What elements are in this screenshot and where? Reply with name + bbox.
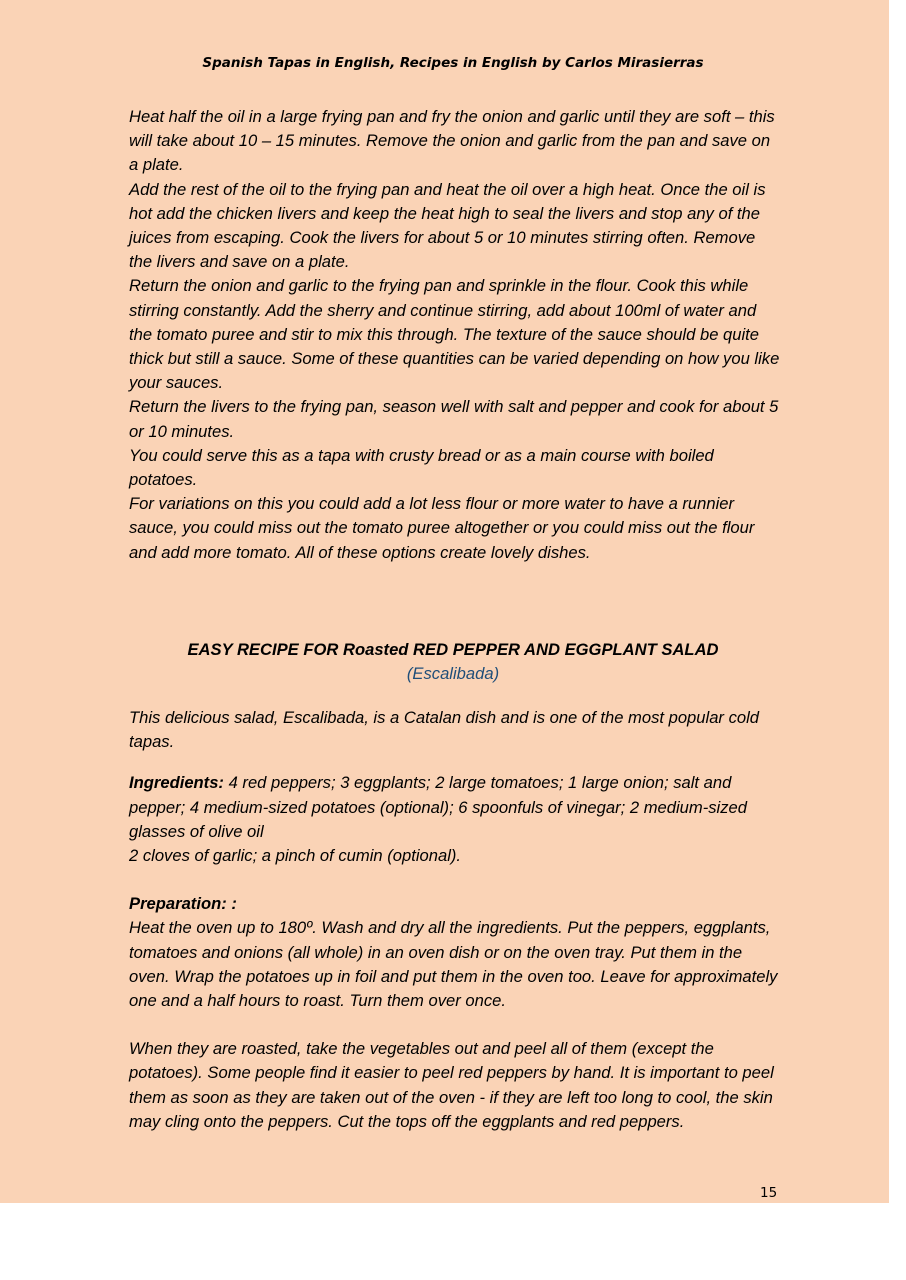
ingredients-paragraph [129, 771, 781, 844]
ingredients-text: 4 red peppers; 3 eggplants; 2 large tomatoes; 1 large onion; salt and pepper; 4 medium-sized potatoes (optional); 6 spoonfuls of vinegar; 2 medium-sized glasses of olive oil [129, 773, 747, 841]
recipe-title: EASY RECIPE FOR Roasted RED PEPPER AND EGGPLANT SALAD [187, 640, 719, 659]
ingredients-label: Ingredients: [129, 773, 224, 793]
method-paragraph: Add the rest of the oil to the frying pan and heat the oil over a high heat. Once the oil is hot add the chicken livers and keep the heat high to seal the livers and stop any of the juices from escaping. Cook the livers for about 5 or 10 minutes stirring often. Remove the livers and save on a plate. [129, 179, 766, 272]
method-paragraph: Heat half the oil in a large frying pan and fry the onion and garlic until they are soft – this will take about 10 – 15 minutes. Remove the onion and garlic from the pan and save on a plate. [129, 107, 775, 175]
recipe-intro: This delicious salad, Escalibada, is a Catalan dish and is one of the most popular cold tapas. [129, 708, 760, 752]
preparation-label: Preparation: : [129, 894, 237, 914]
recipe-subtitle: (Escalibada) [406, 664, 500, 683]
preparation-step: Heat the oven up to 180º. Wash and dry all the ingredients. Put the peppers, eggplants, tomatoes and onions (all whole) in an oven dish or on the oven tray. Put them in the oven. Wrap the potatoes up in foil and put them in the oven too. Leave for approximately one and a half hours to roast. Turn them over once. [129, 918, 778, 1011]
method-paragraph: You could serve this as a tapa with crusty bread or as a main course with boiled potatoes. [129, 445, 714, 490]
method-section [129, 105, 781, 565]
method-paragraph: For variations on this you could add a lot less flour or more water to have a runnier sauce, you could miss out the tomato puree altogether or you could miss out the flour and add more tomato. All of these options create lovely dishes. [129, 494, 755, 562]
page-header: Spanish Tapas in English, Recipes in English by Carlos Mirasierras [202, 55, 704, 71]
recipe-body [129, 706, 781, 1134]
ingredients-text-continued: 2 cloves of garlic; a pinch of cumin (optional). [129, 846, 462, 866]
preparation-step: When they are roasted, take the vegetables out and peel all of them (except the potatoes). Some people find it easier to peel red peppers by hand. It is important to peel them as soon as they are taken out of the oven - if they are left too long to cool, the skin may cling onto the peppers. Cut the tops off the eggplants and red peppers. [129, 1039, 774, 1131]
method-paragraph: Return the livers to the frying pan, season well with salt and pepper and cook for about 5 or 10 minutes. [129, 397, 779, 441]
method-paragraph: Return the onion and garlic to the frying pan and sprinkle in the flour. Cook this while stirring constantly. Add the sherry and continue stirring, add about 100ml of water and the tomato puree and stir to mix this through. The texture of the sauce should be quite thick but still a sauce. Some of these quantities can be varied depending on how you like your sauces. [129, 276, 780, 393]
page-number: 15 [760, 1185, 778, 1201]
